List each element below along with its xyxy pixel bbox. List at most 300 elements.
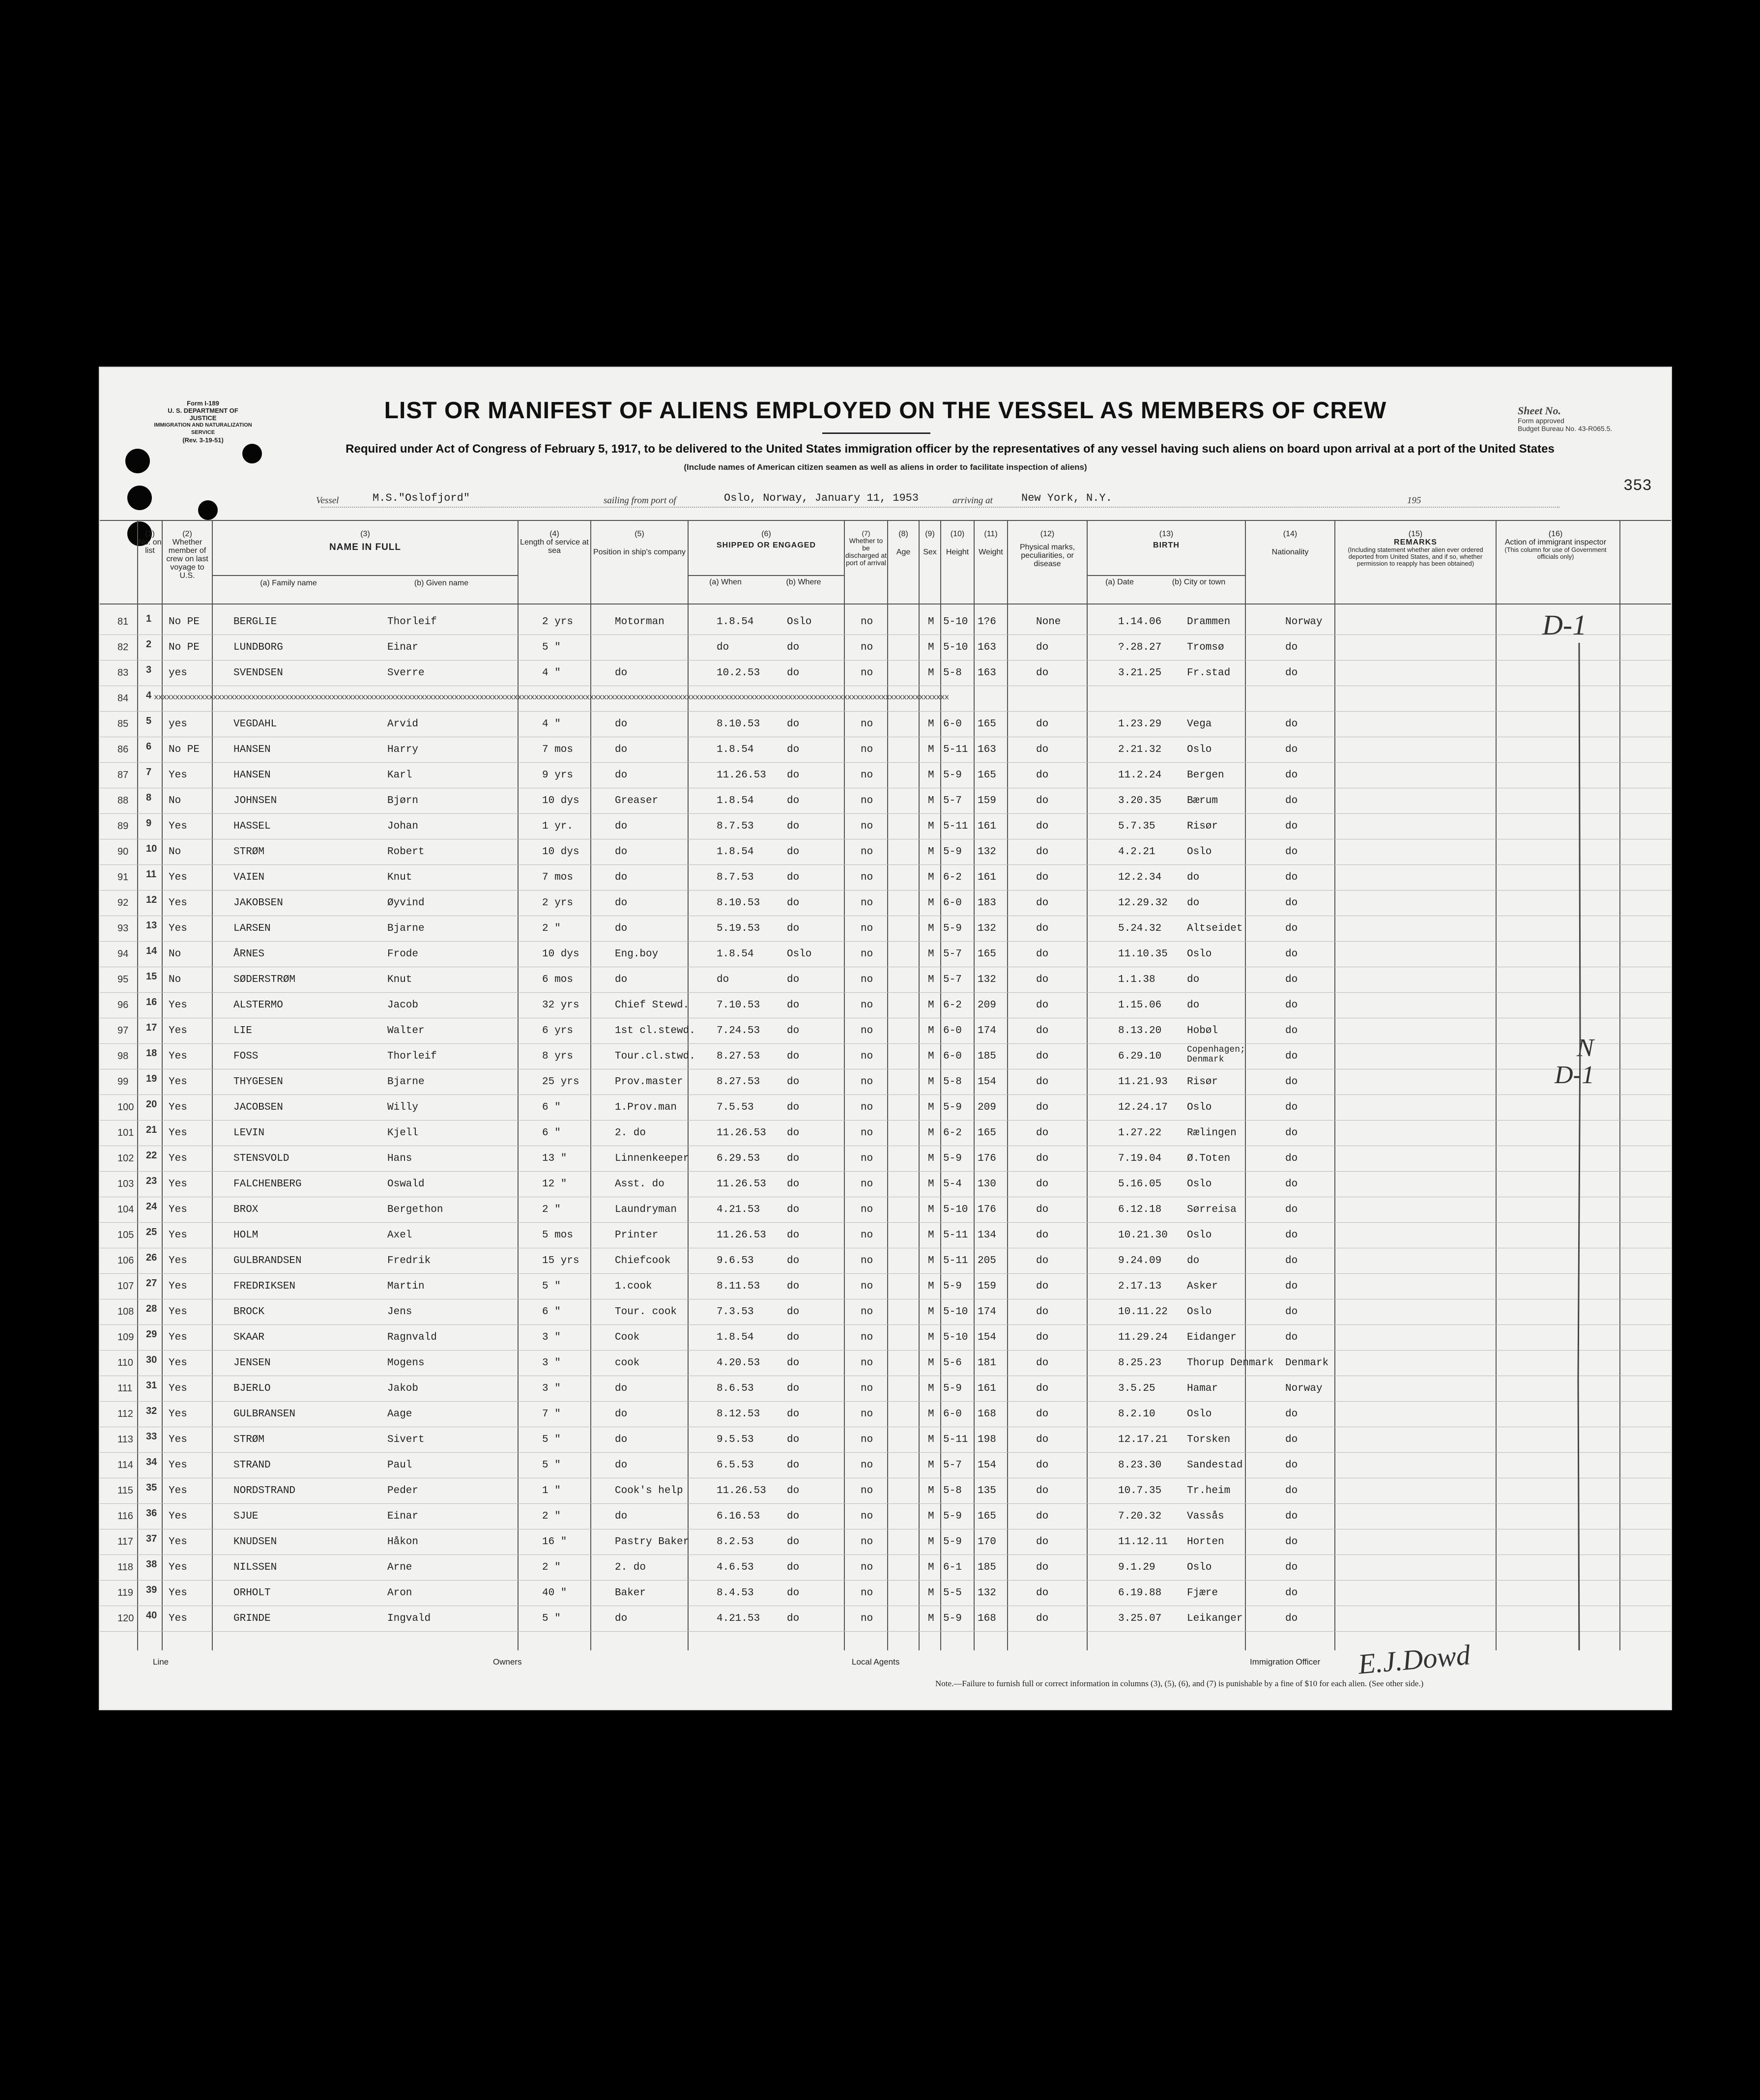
cell-disch: no: [861, 1613, 873, 1624]
cell-bcity: Leikanger: [1187, 1613, 1243, 1624]
margin-line-number: 87: [117, 770, 129, 780]
cell-nat: do: [1285, 1076, 1298, 1088]
cell-sex: M: [928, 1306, 934, 1318]
cell-where: do: [787, 1153, 800, 1164]
cell-marks: do: [1036, 667, 1049, 679]
cell-weight: 209: [978, 1102, 996, 1113]
table-row: [100, 1376, 1671, 1402]
cell-sex: M: [928, 744, 934, 755]
cell-bcity: Bergen: [1187, 770, 1224, 781]
header-c13a: (a) Date: [1105, 578, 1134, 586]
cell-height: 5-10: [943, 1332, 968, 1343]
cell-weight: 154: [978, 1460, 996, 1471]
table-row: [100, 1504, 1671, 1529]
cell-sex: M: [928, 1357, 934, 1369]
cell-bcity: Eidanger: [1187, 1332, 1237, 1343]
cell-position: do: [615, 770, 628, 781]
cell-bcity: Oslo: [1187, 1562, 1212, 1573]
cell-nat: do: [1285, 795, 1298, 806]
cell-sex: M: [928, 1179, 934, 1190]
col-label: REMARKS: [1394, 538, 1437, 547]
cell-height: 5-9: [943, 1511, 962, 1522]
cell-service: 32 yrs: [542, 1000, 579, 1011]
cell-prev: Yes: [169, 872, 187, 883]
cell-sex: M: [928, 1587, 934, 1599]
cell-bcity: Oslo: [1187, 846, 1212, 858]
cell-height: 5-10: [943, 616, 968, 628]
cell-when: 8.7.53: [717, 872, 754, 883]
cell-bdate: 5.7.35: [1118, 821, 1155, 832]
list-number: 10: [146, 843, 157, 854]
cell-service: 7 mos: [542, 744, 574, 755]
cell-disch: no: [861, 1460, 873, 1471]
cell-weight: 1?6: [978, 616, 996, 628]
table-row: [100, 1478, 1671, 1504]
cell-disch: no: [861, 1000, 873, 1011]
cell-marks: do: [1036, 1485, 1049, 1496]
cell-given: Jakob: [387, 1383, 419, 1394]
cell-bcity: Risør: [1187, 1076, 1218, 1088]
cell-given: Fredrik: [387, 1255, 431, 1266]
cell-where: do: [787, 1587, 800, 1599]
col-num: (2): [182, 530, 192, 538]
cell-height: 5-8: [943, 1076, 962, 1088]
cell-marks: do: [1036, 1460, 1049, 1471]
list-number: 4: [146, 690, 152, 701]
cell-service: 10 dys: [542, 795, 579, 806]
table-row: [100, 993, 1671, 1018]
form-approved-block: [1518, 417, 1612, 432]
cell-nat: do: [1285, 1000, 1298, 1011]
cell-marks: do: [1036, 1127, 1049, 1139]
cell-prev: Yes: [169, 1102, 187, 1113]
col-label: Action of immigrant inspector: [1504, 538, 1607, 547]
list-number: 19: [146, 1073, 157, 1084]
cell-position: Laundryman: [615, 1204, 677, 1215]
cell-family: LUNDBORG: [233, 642, 283, 653]
cell-family: JACOBSEN: [233, 1102, 283, 1113]
cell-weight: 161: [978, 821, 996, 832]
cell-when: 11.26.53: [717, 1179, 766, 1190]
cell-weight: 176: [978, 1204, 996, 1215]
table-row: [100, 839, 1671, 865]
cell-bdate: ?.28.27: [1118, 642, 1162, 653]
cell-where: do: [787, 719, 800, 730]
cell-position: do: [615, 974, 628, 985]
cell-position: 1st cl.stewd.: [615, 1025, 695, 1036]
cell-position: Motorman: [615, 616, 664, 628]
margin-line-number: 94: [117, 949, 129, 959]
table-row: [100, 967, 1671, 993]
cell-prev: No: [169, 846, 181, 858]
cell-when: 8.10.53: [717, 719, 760, 730]
cell-bcity: Ø.Toten: [1187, 1153, 1231, 1164]
cell-bcity: Oslo: [1187, 949, 1212, 960]
cell-disch: no: [861, 744, 873, 755]
cell-sex: M: [928, 616, 934, 628]
col-label: Whether member of crew on last voyage to U.S.: [166, 538, 208, 580]
col-num: (15): [1408, 530, 1423, 538]
cell-family: VEGDAHL: [233, 719, 277, 730]
cell-service: 6 mos: [542, 974, 574, 985]
cell-height: 6-2: [943, 872, 962, 883]
cell-family: ÅRNES: [233, 949, 265, 960]
cell-service: 2 ": [542, 1511, 561, 1522]
cell-where: do: [787, 1281, 800, 1292]
cell-when: 1.8.54: [717, 846, 754, 858]
cell-when: 6.29.53: [717, 1153, 760, 1164]
cell-when: 11.26.53: [717, 1230, 766, 1241]
cell-position: do: [615, 923, 628, 934]
cell-bdate: 8.25.23: [1118, 1357, 1162, 1369]
cell-disch: no: [861, 1306, 873, 1318]
margin-line-number: 99: [117, 1076, 129, 1087]
cell-sex: M: [928, 1153, 934, 1164]
cell-weight: 159: [978, 1281, 996, 1292]
list-number: 31: [146, 1380, 157, 1391]
cell-service: 9 yrs: [542, 770, 574, 781]
sailing-label: sailing from port of: [604, 495, 676, 506]
cell-when: 8.7.53: [717, 821, 754, 832]
cell-service: 7 ": [542, 1409, 561, 1420]
form-subnote: (Include names of American citizen seamen as well as aliens in order to facilitate inspection of aliens): [684, 462, 1087, 472]
cell-position: 2. do: [615, 1127, 646, 1139]
cell-given: Arne: [387, 1562, 412, 1573]
cell-prev: Yes: [169, 770, 187, 781]
cell-where: do: [787, 744, 800, 755]
list-number: 33: [146, 1431, 157, 1442]
cell-weight: 165: [978, 770, 996, 781]
margin-line-number: 114: [117, 1460, 133, 1470]
cell-when: 4.21.53: [717, 1204, 760, 1215]
margin-line-number: 100: [117, 1102, 134, 1113]
table-row: [100, 712, 1671, 737]
cell-when: 7.3.53: [717, 1306, 754, 1318]
list-number: 32: [146, 1406, 157, 1416]
cell-family: SJUE: [233, 1511, 259, 1522]
col-sublabel: (Including statement whether alien ever ordered deported from United States, and if so, whether permission to reapply has been obtained): [1348, 546, 1483, 567]
cell-service: 16 ": [542, 1536, 567, 1548]
form-approved-line: Form approved: [1518, 417, 1564, 425]
cell-given: Aage: [387, 1409, 412, 1420]
cell-disch: no: [861, 770, 873, 781]
cell-where: do: [787, 1076, 800, 1088]
cell-sex: M: [928, 1051, 934, 1062]
cell-where: do: [787, 1485, 800, 1496]
header-c4: [519, 530, 590, 555]
table-row: [100, 1402, 1671, 1427]
cell-position: do: [615, 667, 628, 679]
cell-marks: do: [1036, 923, 1049, 934]
cell-bdate: 10.21.30: [1118, 1230, 1168, 1241]
cell-position: 1.Prov.man: [615, 1102, 677, 1113]
cell-disch: no: [861, 1281, 873, 1292]
cell-weight: 185: [978, 1562, 996, 1573]
cell-given: Jens: [387, 1306, 412, 1318]
cell-height: 5-9: [943, 846, 962, 858]
cell-bcity: Hobøl: [1187, 1025, 1218, 1036]
header-c13: [1088, 530, 1245, 549]
cell-sex: M: [928, 1204, 934, 1215]
cell-bcity: Sørreisa: [1187, 1204, 1237, 1215]
cell-family: SKAAR: [233, 1332, 265, 1343]
cell-marks: do: [1036, 1613, 1049, 1624]
cell-family: BERGLIE: [233, 616, 277, 628]
header-c6b: (b) Where: [786, 578, 821, 586]
cell-bdate: 11.12.11: [1118, 1536, 1168, 1548]
cell-given: Johan: [387, 821, 419, 832]
cell-prev: No: [169, 795, 181, 806]
cell-bcity: Risør: [1187, 821, 1218, 832]
cell-position: Printer: [615, 1230, 659, 1241]
cell-bcity: Oslo: [1187, 1179, 1212, 1190]
form-footer: [100, 1657, 1671, 1677]
cell-where: do: [787, 1102, 800, 1113]
footer-owners-label: Owners: [493, 1657, 522, 1667]
cell-when: 10.2.53: [717, 667, 760, 679]
col-label: NAME IN FULL: [329, 542, 402, 552]
cell-given: Håkon: [387, 1536, 419, 1548]
cell-disch: no: [861, 1434, 873, 1445]
cell-weight: 176: [978, 1153, 996, 1164]
cell-bcity: do: [1187, 897, 1200, 909]
cell-bdate: 6.12.18: [1118, 1204, 1162, 1215]
margin-line-number: 98: [117, 1051, 129, 1062]
cell-service: 1 yr.: [542, 821, 574, 832]
margin-line-number: 85: [117, 719, 129, 729]
sailing-port: Oslo, Norway, January 11, 1953: [724, 492, 919, 504]
margin-line-number: 90: [117, 846, 129, 857]
cell-weight: 165: [978, 1127, 996, 1139]
cell-position: Prov.master: [615, 1076, 683, 1088]
cell-nat: do: [1285, 1255, 1298, 1266]
cell-bcity: Hamar: [1187, 1383, 1218, 1394]
cell-service: 6 ": [542, 1127, 561, 1139]
cell-where: do: [787, 1409, 800, 1420]
service-name: IMMIGRATION AND NATURALIZATION SERVICE: [154, 422, 252, 435]
cell-service: 2 yrs: [542, 616, 574, 628]
list-number: 18: [146, 1048, 157, 1059]
form-number: Form I-189: [187, 400, 219, 407]
cell-sex: M: [928, 949, 934, 960]
cell-bdate: 1.14.06: [1118, 616, 1162, 628]
list-number: 8: [146, 792, 152, 803]
cell-marks: do: [1036, 1204, 1049, 1215]
cell-disch: no: [861, 1536, 873, 1548]
cell-when: 1.8.54: [717, 795, 754, 806]
cell-service: 13 ": [542, 1153, 567, 1164]
cell-sex: M: [928, 1613, 934, 1624]
cell-height: 5-11: [943, 1434, 968, 1445]
cell-marks: do: [1036, 846, 1049, 858]
cell-bdate: 2.21.32: [1118, 744, 1162, 755]
cell-height: 5-9: [943, 1102, 962, 1113]
cell-family: JENSEN: [233, 1357, 271, 1369]
cell-height: 5-11: [943, 1255, 968, 1266]
cell-disch: no: [861, 1102, 873, 1113]
cell-prev: Yes: [169, 1306, 187, 1318]
cell-given: Mogens: [387, 1357, 425, 1369]
cell-marks: do: [1036, 949, 1049, 960]
list-number: 23: [146, 1176, 157, 1186]
cell-disch: no: [861, 1383, 873, 1394]
cell-marks: do: [1036, 1511, 1049, 1522]
cell-nat: do: [1285, 1127, 1298, 1139]
cell-nat: do: [1285, 1051, 1298, 1062]
cell-marks: do: [1036, 1306, 1049, 1318]
list-number: 2: [146, 639, 152, 650]
cell-service: 4 ": [542, 667, 561, 679]
cell-position: do: [615, 1460, 628, 1471]
cell-service: 2 ": [542, 923, 561, 934]
cell-family: THYGESEN: [233, 1076, 283, 1088]
cell-height: 5-7: [943, 974, 962, 985]
margin-line-number: 92: [117, 897, 129, 908]
cell-prev: Yes: [169, 1357, 187, 1369]
punch-hole: [198, 500, 218, 520]
cell-weight: 185: [978, 1051, 996, 1062]
cell-bdate: 6.29.10: [1118, 1051, 1162, 1062]
margin-line-number: 83: [117, 667, 129, 678]
cell-position: do: [615, 1383, 628, 1394]
table-row: [100, 1427, 1671, 1453]
cell-where: do: [787, 795, 800, 806]
table-row: [100, 635, 1671, 661]
cell-nat: do: [1285, 1587, 1298, 1599]
margin-line-number: 91: [117, 872, 129, 883]
cell-sex: M: [928, 1281, 934, 1292]
cell-position: do: [615, 846, 628, 858]
header-c3a: (a) Family name: [260, 579, 317, 587]
cell-nat: do: [1285, 744, 1298, 755]
cell-bcity: Tromsø: [1187, 642, 1224, 653]
table-row: [100, 891, 1671, 916]
cell-nat: do: [1285, 821, 1298, 832]
cell-position: Cook's help: [615, 1485, 683, 1496]
cell-bdate: 11.2.24: [1118, 770, 1162, 781]
cell-prev: Yes: [169, 1383, 187, 1394]
cell-prev: Yes: [169, 821, 187, 832]
cell-sex: M: [928, 1255, 934, 1266]
cell-family: JAKOBSEN: [233, 897, 283, 909]
cell-disch: no: [861, 1179, 873, 1190]
cell-bcity: do: [1187, 974, 1200, 985]
cell-given: Hans: [387, 1153, 412, 1164]
list-number: 29: [146, 1329, 157, 1340]
margin-line-number: 93: [117, 923, 129, 934]
cell-weight: 163: [978, 642, 996, 653]
cell-sex: M: [928, 1102, 934, 1113]
cell-prev: No PE: [169, 616, 200, 628]
cell-position: Eng.boy: [615, 949, 659, 960]
table-row: [100, 1453, 1671, 1478]
cell-marks: do: [1036, 1000, 1049, 1011]
cell-nat: do: [1285, 1204, 1298, 1215]
cell-when: 6.16.53: [717, 1511, 760, 1522]
cell-weight: 132: [978, 1587, 996, 1599]
cell-family: NORDSTRAND: [233, 1485, 296, 1496]
cell-service: 3 ": [542, 1383, 561, 1394]
department-name: U. S. DEPARTMENT OF JUSTICE: [168, 407, 238, 422]
cell-marks: do: [1036, 1434, 1049, 1445]
cell-family: STRØM: [233, 1434, 265, 1445]
cell-prev: Yes: [169, 1255, 187, 1266]
header-subrule: [688, 575, 844, 576]
cell-bdate: 11.29.24: [1118, 1332, 1168, 1343]
table-row: [100, 1069, 1671, 1095]
cell-family: BROX: [233, 1204, 259, 1215]
list-number: 17: [146, 1022, 157, 1033]
cell-weight: 165: [978, 1511, 996, 1522]
cell-nat: do: [1285, 1306, 1298, 1318]
cell-height: 6-0: [943, 1409, 962, 1420]
cell-bdate: 10.7.35: [1118, 1485, 1162, 1496]
cell-given: Einar: [387, 1511, 419, 1522]
cell-height: 6-2: [943, 1000, 962, 1011]
table-row: [100, 1555, 1671, 1581]
cell-where: do: [787, 1383, 800, 1394]
cell-nat: do: [1285, 1332, 1298, 1343]
cell-prev: Yes: [169, 1332, 187, 1343]
cell-marks: do: [1036, 1051, 1049, 1062]
list-number: 34: [146, 1457, 157, 1467]
cell-height: 5-9: [943, 770, 962, 781]
cell-where: do: [787, 821, 800, 832]
footer-agents-label: Local Agents: [852, 1657, 900, 1667]
cell-family: HOLM: [233, 1230, 259, 1241]
cell-weight: 161: [978, 1383, 996, 1394]
cell-position: Tour.cl.stwd.: [615, 1051, 695, 1062]
cell-where: do: [787, 1179, 800, 1190]
table-row: [100, 661, 1671, 686]
cell-nat: do: [1285, 719, 1298, 730]
cell-given: Bjarne: [387, 1076, 425, 1088]
cell-bcity: Fr.stad: [1187, 667, 1231, 679]
table-row: [100, 865, 1671, 891]
table-row: [100, 1121, 1671, 1146]
cell-height: 5-7: [943, 795, 962, 806]
cell-when: do: [717, 974, 729, 985]
cell-bcity: Fjære: [1187, 1587, 1218, 1599]
cell-when: 5.19.53: [717, 923, 760, 934]
margin-line-number: 110: [117, 1357, 133, 1368]
cell-marks: do: [1036, 1357, 1049, 1369]
cell-disch: no: [861, 1511, 873, 1522]
cell-height: 5-7: [943, 949, 962, 960]
cell-bdate: 9.1.29: [1118, 1562, 1155, 1573]
cell-height: 5-9: [943, 1613, 962, 1624]
margin-line-number: 113: [117, 1434, 133, 1445]
cell-disch: no: [861, 1409, 873, 1420]
cell-nat: do: [1285, 1179, 1298, 1190]
cell-marks: do: [1036, 642, 1049, 653]
cell-service: 5 mos: [542, 1230, 574, 1241]
cell-bdate: 5.24.32: [1118, 923, 1162, 934]
cell-service: 3 ": [542, 1332, 561, 1343]
cell-disch: no: [861, 821, 873, 832]
cell-service: 10 dys: [542, 846, 579, 858]
cell-given: Bergethon: [387, 1204, 443, 1215]
cell-disch: no: [861, 1153, 873, 1164]
cell-given: Karl: [387, 770, 412, 781]
cell-service: 8 yrs: [542, 1051, 574, 1062]
cell-nat: do: [1285, 1153, 1298, 1164]
cell-nat: do: [1285, 1460, 1298, 1471]
list-number: 11: [146, 869, 157, 880]
list-number: 3: [146, 664, 152, 675]
cell-nat: Norway: [1285, 1383, 1323, 1394]
manifest-table: [100, 520, 1671, 1655]
